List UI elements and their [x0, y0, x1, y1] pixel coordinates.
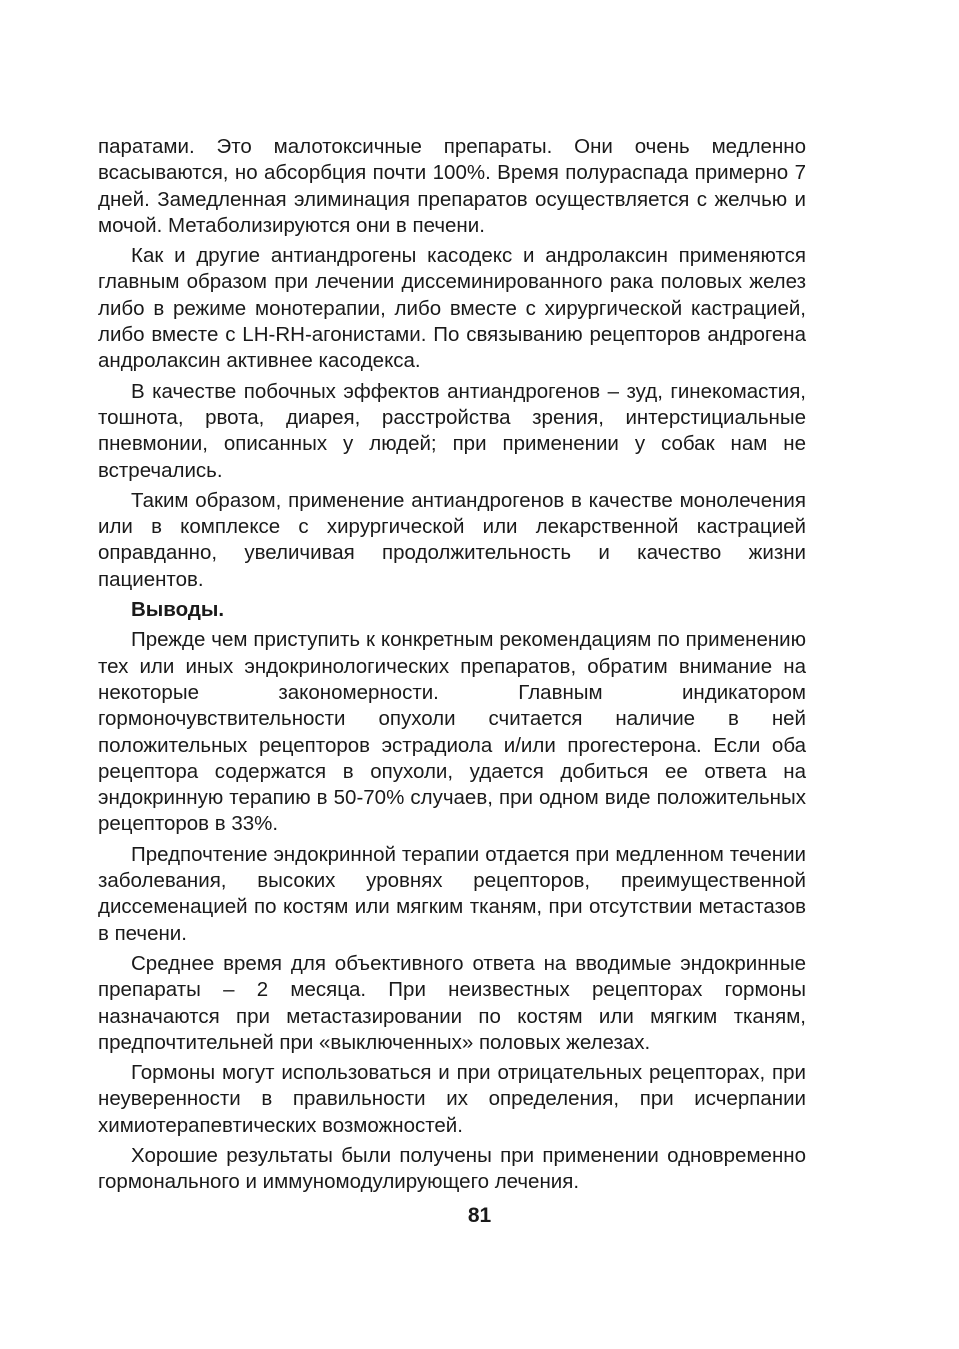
- paragraph-conclusion-5: Хорошие результаты были получены при применении одновременно гормонального и иммуномодулирующего лечения.: [98, 1143, 806, 1194]
- page-body: [98, 134, 806, 1200]
- paragraph-conclusion-3: Среднее время для объективного ответа на вводимые эндокринные препараты – 2 месяца. При неизвестных рецепторах гормоны назначаются при метастазировании по костям или мягким тканям, предпочтительней при «выключенных» половых железах.: [98, 951, 806, 1054]
- paragraph-summary: Таким образом, применение антиандрогенов в качестве монолечения или в комплексе с хирургической или лекарственной кастрацией оправданно, увеличивая продолжительность и качество жизни пациентов.: [98, 488, 806, 591]
- paragraph-conclusion-4: Гормоны могут использоваться и при отрицательных рецепторах, при неуверенности в правильности их определения, при исчерпании химиотерапевтических возможностей.: [98, 1061, 806, 1137]
- paragraph-antiandrogens-usage: Как и другие антиандрогены касодекс и андролаксин применяются главным образом при лечении диссеминированного рака половых желез либо в режиме монотерапии, либо вместе с хирургической кастрацией, либо вместе с LH-RH-агонистами. По связыванию рецепторов андрогена андролаксин активнее касодекса.: [98, 244, 806, 373]
- paragraph-side-effects: В качестве побочных эффектов антиандрогенов – зуд, гинекомастия, тошнота, рвота, диарея, расстройства зрения, интерстициальные пневмонии, описанных у людей; при применении у собак нам не встречались.: [98, 379, 806, 482]
- page-number: 81: [467, 1204, 492, 1227]
- paragraph-continuation: паратами. Это малотоксичные препараты. Они очень медленно всасываются, но абсорбция почти 100%. Время полураспада примерно 7 дней. Замедленная элиминация препаратов осуществляется с желчью и мочой. Метаболизируются они в печени.: [98, 135, 806, 237]
- section-heading-conclusions: Выводы.: [131, 598, 225, 622]
- paragraph-conclusion-1: Прежде чем приступить к конкретным рекомендациям по применению тех или иных эндокринологических препаратов, обратим внимание на некоторые закономерности. Главным индикатором гормоночувствительности опухоли считается наличие в ней положительных рецепторов эстрадиола и/или прогестерона. Если оба рецептора содержатся в опухоли, удается добиться ее ответа на эндокринную терапию в 50-70% случаев, при одном виде положительных рецепторов в 33%.: [98, 628, 806, 836]
- paragraph-conclusion-2: Предпочтение эндокринной терапии отдается при медленном течении заболевания, высоких уровнях рецепторов, преимущественной диссеменацией по костям или мягким тканям, при отсутствии метастазов в печени.: [98, 842, 806, 945]
